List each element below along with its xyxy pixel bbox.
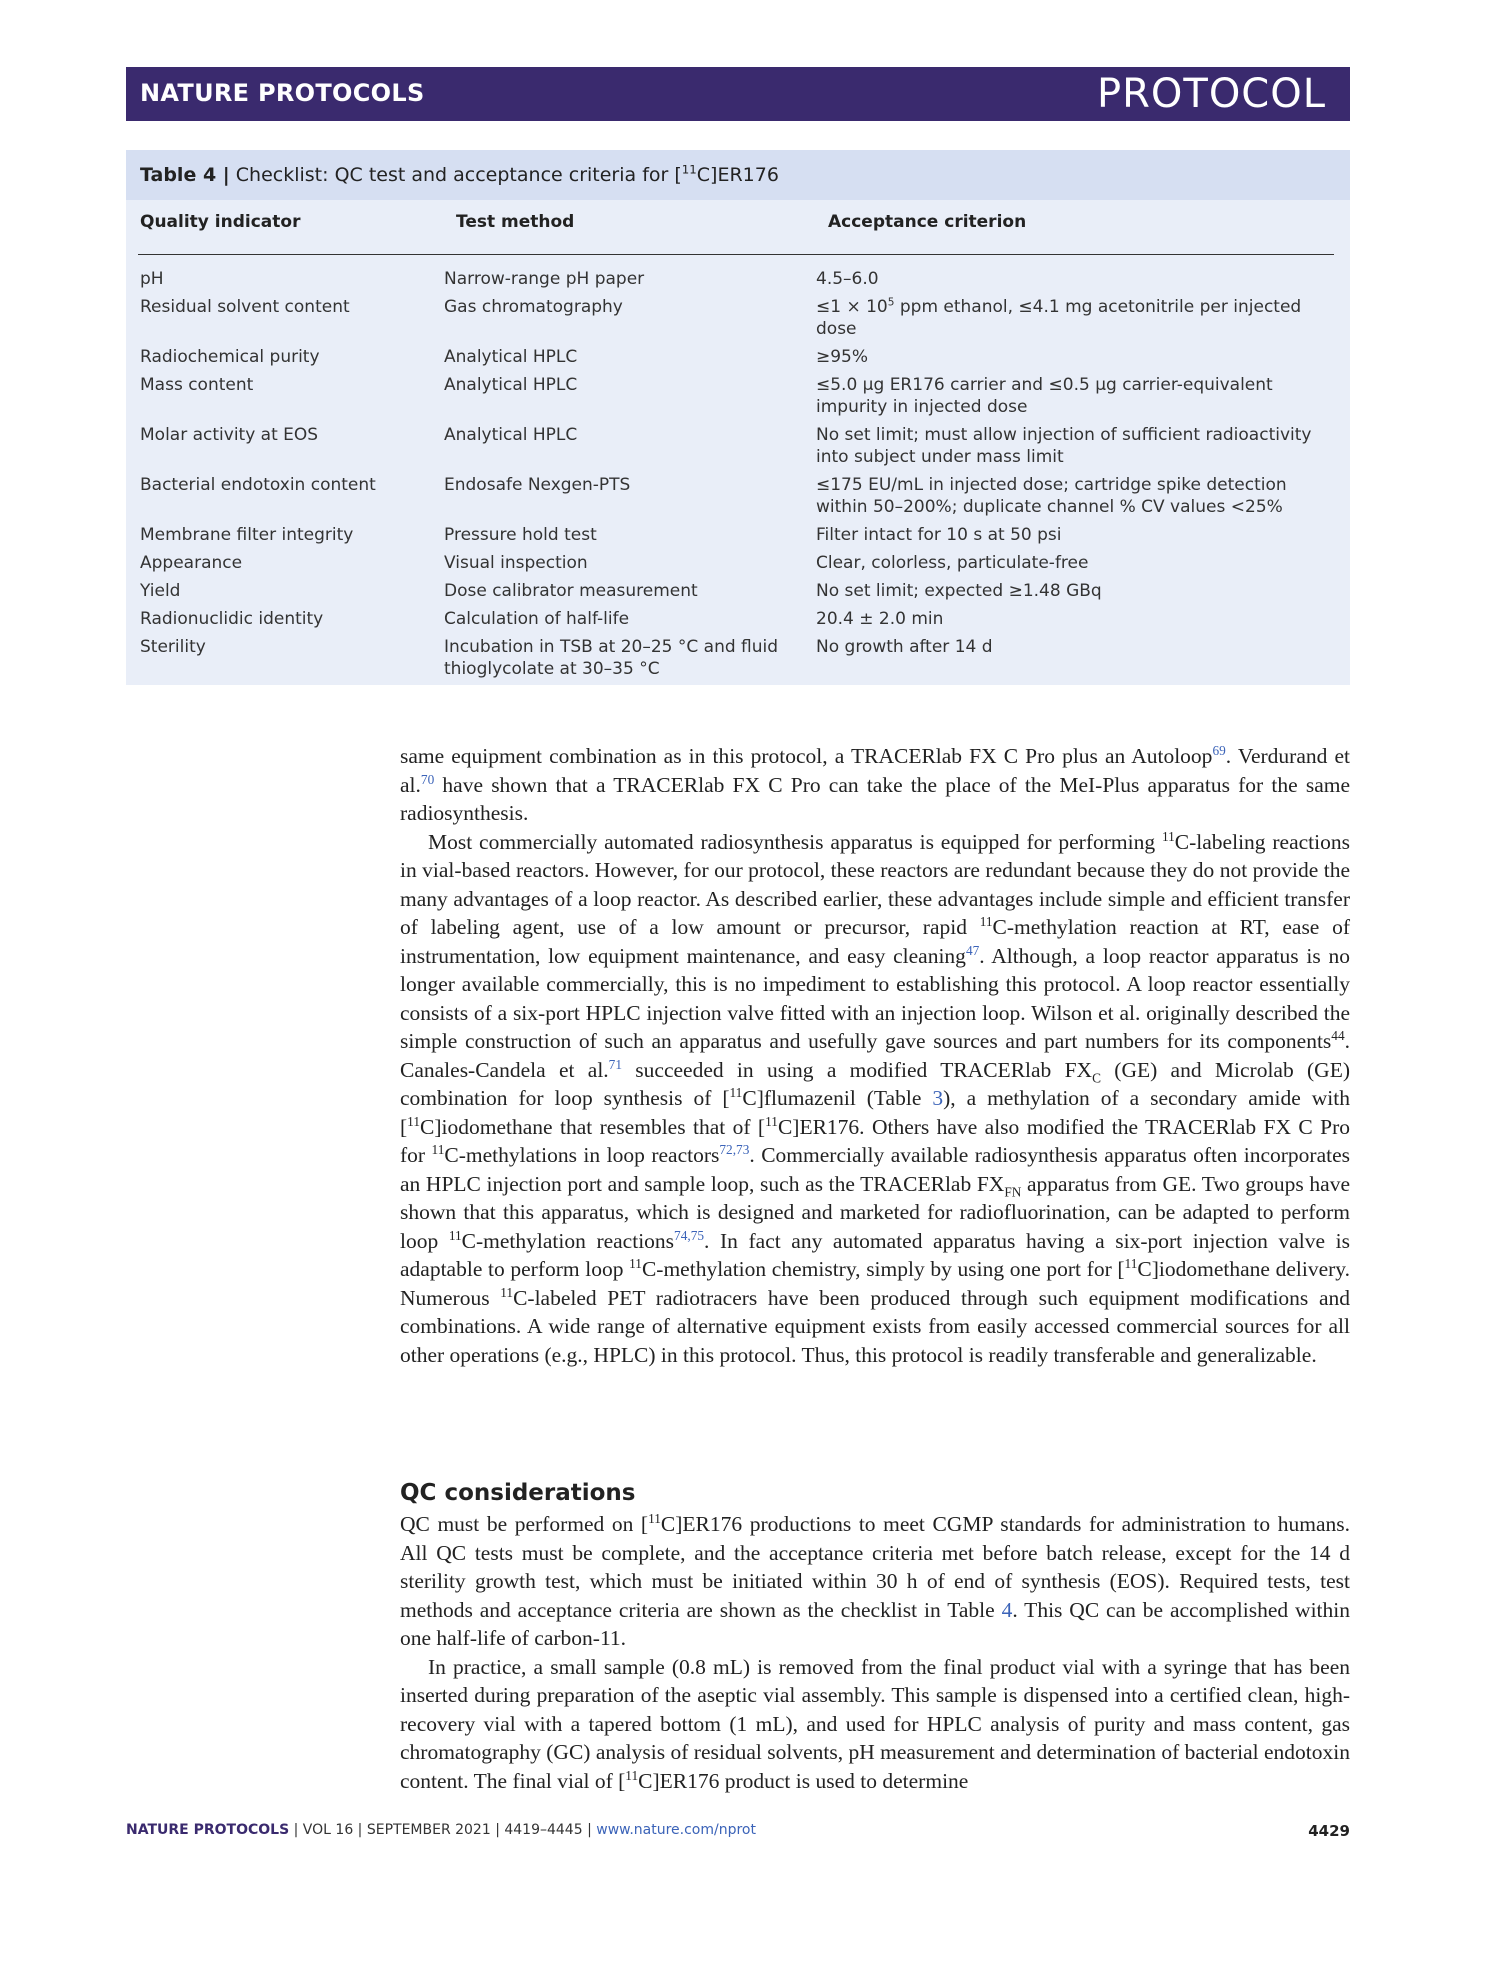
journal-header-bar bbox=[126, 67, 1350, 121]
cell-indicator: Appearance bbox=[140, 553, 243, 573]
cell-method: Endosafe Nexgen-PTS bbox=[444, 475, 631, 495]
cell-criterion: ≤5.0 µg ER176 carrier and ≤0.5 µg carrier-equivalent impurity in injected dose bbox=[816, 375, 1273, 417]
page-number: 4429 bbox=[1308, 1822, 1350, 1840]
table-row bbox=[126, 346, 1350, 368]
column-header-indicator: Quality indicator bbox=[140, 212, 301, 232]
cell-criterion: No growth after 14 d bbox=[816, 637, 993, 657]
body-text-lower bbox=[400, 1510, 1350, 1795]
reference-number: 44 bbox=[1331, 1027, 1345, 1043]
table-row bbox=[126, 608, 1350, 630]
cell-method: Dose calibrator measurement bbox=[444, 581, 698, 601]
cell-method: Calculation of half-life bbox=[444, 609, 630, 629]
cell-method: Analytical HPLC bbox=[444, 347, 578, 367]
cell-indicator: Bacterial endotoxin content bbox=[140, 475, 376, 495]
reference-link[interactable]: 72,73 bbox=[719, 1141, 750, 1157]
table-title: Checklist: QC test and acceptance criteria for [$^{11}$C]ER176 bbox=[235, 162, 779, 186]
cell-indicator: Yield bbox=[140, 581, 181, 601]
table-header-row bbox=[126, 212, 1350, 250]
cell-criterion: Clear, colorless, particulate-free bbox=[816, 553, 1089, 573]
table-row bbox=[126, 474, 1350, 518]
column-header-criterion: Acceptance criterion bbox=[828, 212, 1027, 232]
article-type: PROTOCOL bbox=[1096, 71, 1326, 117]
table-row bbox=[126, 524, 1350, 546]
table-row bbox=[126, 580, 1350, 602]
cell-method: Analytical HPLC bbox=[444, 425, 578, 445]
paragraph: QC must be performed on [$^{11}$C]ER176 productions to meet CGMP standards for administration to humans. All QC tests must be complete, and the acceptance criteria met before batch release, except for the 14 d sterility growth test, which must be initiated within 30 h of end of synthesis (EOS). Required tests, test methods and acceptance criteria are shown as the checklist in Table 4. This QC can be accomplished within one half-life of carbon-11. bbox=[400, 1510, 1350, 1650]
cell-method: Pressure hold test bbox=[444, 525, 597, 545]
cell-method: Analytical HPLC bbox=[444, 375, 578, 395]
reference-link[interactable]: 70 bbox=[420, 771, 435, 787]
table-caption bbox=[126, 150, 1350, 200]
cell-indicator: pH bbox=[140, 269, 164, 289]
cell-indicator: Membrane filter integrity bbox=[140, 525, 354, 545]
cell-criterion: No set limit; expected ≥1.48 GBq bbox=[816, 581, 1102, 601]
table-label: Table 4 | bbox=[140, 164, 230, 186]
cell-criterion: ≥95% bbox=[816, 347, 869, 367]
footer-citation: | VOL 16 | SEPTEMBER 2021 | 4419–4445 | bbox=[289, 1822, 597, 1838]
table-header-rule bbox=[138, 254, 1334, 255]
cell-indicator: Sterility bbox=[140, 637, 206, 657]
cell-criterion: No set limit; must allow injection of sufficient radioactivity into subject under mass limit bbox=[816, 425, 1312, 467]
cell-criterion: 4.5–6.0 bbox=[816, 269, 879, 289]
cell-criterion: ≤175 EU/mL in injected dose; cartridge spike detection within 50–200%; duplicate channel % CV values <25% bbox=[816, 475, 1287, 517]
cell-indicator: Radiochemical purity bbox=[140, 347, 320, 367]
reference-link[interactable]: 74,75 bbox=[674, 1227, 705, 1243]
cell-method: Narrow-range pH paper bbox=[444, 269, 645, 289]
reference-link[interactable]: 47 bbox=[965, 942, 980, 958]
paragraph: In practice, a small sample (0.8 mL) is removed from the final product vial with a syringe that has been inserted during preparation of the aseptic vial assembly. This sample is dispensed into a certified clean, high-recovery vial with a tapered bottom (1 mL), and used for HPLC analysis of purity and mass content, gas chromatography (GC) analysis of residual solvents, pH measurement and determination of bacterial endotoxin content. The final vial of [$^{11}$C]ER176 product is used to determine bbox=[400, 1654, 1350, 1793]
paragraph: Most commercially automated radiosynthesis apparatus is equipped for performing $^{11}$C-labeling reactions in vial-based reactors. However, for our protocol, these reactors are redundant because they do not provide the many advantages of a loop reactor. As described earlier, these advantages include simple and efficient transfer of labeling agent, use of a low amount or precursor, rapid $^{11}$C-methylation reaction at RT, ease of instrumentation, low equipment maintenance, and easy cleaning$^{47}$. Although, a loop reactor apparatus is no longer available commercially, this is no impediment to establishing this protocol. A loop reactor essentially consists of a six-port HPLC injection valve fitted with an injection loop. Wilson et al. originally described the simple construction of such an apparatus and usefully gave sources and part numbers for its components$^{44}$. Canales-Candela et al.$^{71}$ succeeded in using a modified TRACERlab $FX_C$ (GE) and Microlab (GE) combination for loop synthesis of [$^{11}$C]flumazenil (Table 3), a methylation of a secondary amide with [$^{11}$C]iodomethane that resembles that of [$^{11}$C]ER176. Others have also modified the TRACERlab FX C Pro for $^{11}$C-methylations in loop reactors$^{72,73}$. Commercially available radiosynthesis apparatus often incorporates an HPLC injection port and sample loop, such as the TRACERlab $FX_{FN}$ apparatus from GE. Two groups have shown that this apparatus, which is designed and marketed for radiofluorination, can be adapted to perform loop $^{11}$C-methylation reactions$^{74,75}$. In fact any automated apparatus having a six-port injection valve is adaptable to perform loop $^{11}$C-methylation chemistry, simply by using one port for [$^{11}$C]iodomethane delivery. Numerous $^{11}$C-labeled PET radiotracers have been produced through such equipment modifications and combinations. A wide range of alternative equipment exists from easily accessed commercial sources for all other operations (e.g., HPLC) in this protocol. Thus, this protocol is readily transferable and generalizable. bbox=[400, 828, 1351, 1367]
reference-link[interactable]: 69 bbox=[1212, 742, 1226, 758]
cell-method: Gas chromatography bbox=[444, 297, 623, 317]
cell-criterion: 20.4 ± 2.0 min bbox=[816, 609, 944, 629]
page-footer bbox=[126, 1822, 1350, 1838]
qc-checklist-table bbox=[126, 150, 1350, 685]
table-row bbox=[126, 552, 1350, 574]
table-row bbox=[126, 296, 1350, 340]
cell-indicator: Molar activity at EOS bbox=[140, 425, 319, 445]
cell-indicator: Mass content bbox=[140, 375, 254, 395]
table-row bbox=[126, 268, 1350, 290]
footer-journal: NATURE PROTOCOLS bbox=[126, 1822, 290, 1838]
journal-name: NATURE PROTOCOLS bbox=[140, 79, 425, 107]
body-text-upper bbox=[400, 742, 1350, 1369]
cell-method: Visual inspection bbox=[444, 553, 588, 573]
table-link[interactable]: 4 bbox=[1001, 1597, 1013, 1622]
table-row bbox=[126, 424, 1350, 468]
cell-method: Incubation in TSB at 20–25 °C and fluid thioglycolate at 30–35 °C bbox=[444, 637, 779, 679]
section-heading: QC considerations bbox=[400, 1480, 636, 1506]
table-body bbox=[126, 268, 1350, 686]
reference-link[interactable]: 71 bbox=[608, 1056, 622, 1072]
paragraph: same equipment combination as in this protocol, a TRACERlab FX C Pro plus an Autoloop$^{69}$. Verdurand et al.$^{70}$ have shown that a TRACERlab FX C Pro can take the place of the MeI-Plus apparatus for the same radiosynthesis. bbox=[400, 742, 1350, 825]
table-row bbox=[126, 374, 1350, 418]
cell-criterion: Filter intact for 10 s at 50 psi bbox=[816, 525, 1062, 545]
column-header-method: Test method bbox=[456, 212, 575, 232]
cell-indicator: Radionuclidic identity bbox=[140, 609, 324, 629]
footer-url-link[interactable]: www.nature.com/nprot bbox=[596, 1822, 756, 1838]
cell-criterion: $\le 1 \times 10^5$ ppm ethanol, ≤4.1 mg acetonitrile per injected dose bbox=[816, 296, 1302, 339]
table-link[interactable]: 3 bbox=[932, 1086, 944, 1110]
table-row bbox=[126, 636, 1350, 680]
cell-indicator: Residual solvent content bbox=[140, 297, 350, 317]
